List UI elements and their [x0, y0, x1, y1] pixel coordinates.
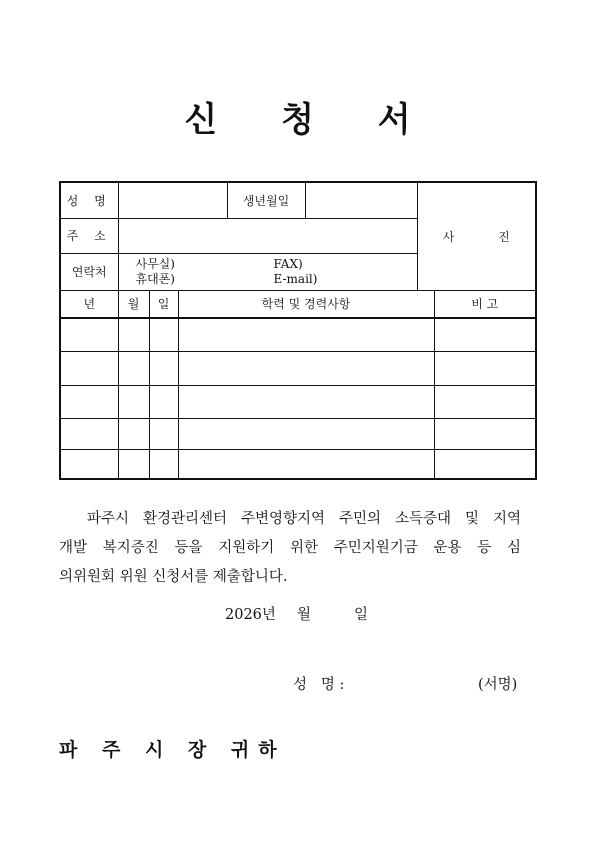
birthdate-field[interactable] — [305, 182, 417, 218]
fax-label: FAX) — [273, 256, 303, 271]
day-cell[interactable] — [149, 385, 178, 418]
career-cell[interactable] — [178, 351, 434, 385]
career-cell[interactable] — [178, 318, 434, 351]
office-phone-label: 사무실) — [135, 256, 175, 271]
career-header: 학력 및 경력사항 — [178, 290, 434, 318]
document-title: 신 청 서 — [184, 100, 437, 140]
year-cell[interactable] — [60, 351, 118, 385]
day-header: 일 — [149, 290, 178, 318]
month-cell[interactable] — [118, 351, 149, 385]
statement-line: 파주시 환경관리센터 주변영향지역 주민의 소득증대 및 지역 — [87, 511, 521, 527]
birthdate-label: 생년월일 — [227, 182, 305, 218]
date-day: 일 — [354, 607, 369, 623]
contact-field[interactable] — [118, 253, 417, 290]
month-cell[interactable] — [118, 318, 149, 351]
signature-seal-label: (서명) — [478, 677, 518, 693]
note-cell[interactable] — [434, 418, 536, 449]
career-cell[interactable] — [178, 385, 434, 418]
photo-box: 사 진 — [417, 182, 536, 290]
statement-line: 개발 복지증진 등을 지원하기 위한 주민지원기금 운용 등 심 — [59, 540, 521, 556]
year-header: 년 — [60, 290, 118, 318]
year-cell[interactable] — [60, 449, 118, 479]
addressee: 파 주 시 장 귀하 — [59, 739, 286, 761]
signature-name-label: 성 명 : — [293, 677, 345, 693]
table-row — [60, 418, 536, 449]
note-cell[interactable] — [434, 385, 536, 418]
note-header: 비 고 — [434, 290, 536, 318]
note-cell[interactable] — [434, 318, 536, 351]
email-label: E-mail) — [273, 271, 318, 286]
year-cell[interactable] — [60, 318, 118, 351]
date-year: 2026년 — [225, 607, 276, 623]
month-header: 월 — [118, 290, 149, 318]
date-month: 월 — [297, 607, 312, 623]
day-cell[interactable] — [149, 449, 178, 479]
statement-line: 의위원회 위원 신청서를 제출합니다. — [59, 569, 288, 585]
day-cell[interactable] — [149, 418, 178, 449]
note-cell[interactable] — [434, 449, 536, 479]
note-cell[interactable] — [434, 351, 536, 385]
table-row — [60, 318, 536, 351]
month-cell[interactable] — [118, 449, 149, 479]
application-form-table — [59, 181, 537, 480]
statement-paragraph — [59, 505, 521, 592]
month-cell[interactable] — [118, 418, 149, 449]
year-cell[interactable] — [60, 385, 118, 418]
contact-label: 연락처 — [60, 253, 118, 290]
day-cell[interactable] — [149, 318, 178, 351]
table-row — [60, 449, 536, 479]
mobile-phone-label: 휴대폰) — [135, 271, 175, 286]
career-cell[interactable] — [178, 449, 434, 479]
address-field[interactable] — [118, 218, 417, 253]
table-row — [60, 385, 536, 418]
table-row — [60, 351, 536, 385]
name-field[interactable] — [118, 182, 227, 218]
day-cell[interactable] — [149, 351, 178, 385]
month-cell[interactable] — [118, 385, 149, 418]
year-cell[interactable] — [60, 418, 118, 449]
name-label: 성 명 — [60, 182, 118, 218]
address-label: 주 소 — [60, 218, 118, 253]
career-cell[interactable] — [178, 418, 434, 449]
